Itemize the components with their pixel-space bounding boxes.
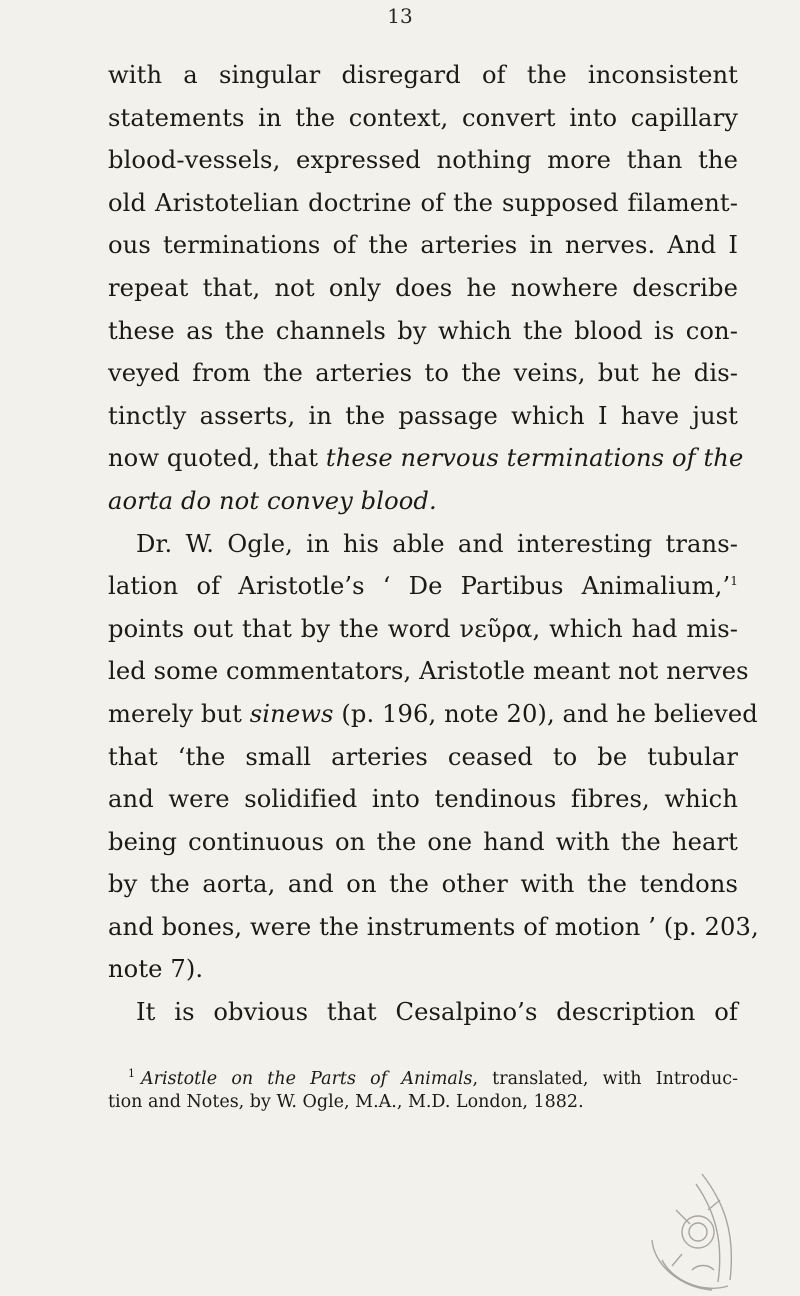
text-segment: and bones, were the instruments of motion ’ (p. 203, [108, 912, 759, 941]
text-segment: points out that by the word νεῦρα, which had mis- [108, 614, 738, 643]
text-line [108, 182, 738, 225]
footnote-segment: tion and Notes, by W. Ogle, M.A., M.D. London, 1882. [108, 1092, 584, 1112]
footnote-reference: 1 [730, 574, 738, 589]
text-line [108, 863, 738, 906]
text-segment: It is obvious that Cesalpino’s description of [136, 998, 738, 1027]
text-segment: tinctly asserts, in the passage which I have just [108, 401, 738, 430]
text-line [108, 310, 738, 353]
text-line [108, 437, 744, 480]
text-line [108, 650, 749, 693]
text-segment: being continuous on the one hand with the heart [108, 827, 738, 856]
text-segment: now quoted, that [108, 444, 326, 473]
text-segment: with a singular disregard of the inconsistent [108, 61, 738, 89]
library-stamp-icon [632, 1170, 742, 1296]
text-line [108, 395, 738, 438]
text-line [108, 267, 738, 310]
page-number: 13 [387, 4, 413, 28]
text-segment: sinews [249, 699, 334, 728]
text-segment: these as the channels by which the blood is con- [108, 316, 738, 345]
text-segment: and were solidified into tendinous fibres, which [108, 785, 738, 814]
footnote-segment: Aristotle on the Parts of Animals [141, 1069, 473, 1089]
text-segment: Dr. W. Ogle, in his able and interesting trans- [136, 529, 738, 558]
text-segment: veyed from the arteries to the veins, but he dis- [108, 359, 738, 388]
text-segment: repeat that, not only does he nowhere describe [108, 273, 738, 302]
text-segment: merely but [108, 699, 250, 728]
footnote-mark: 1 [128, 1067, 135, 1081]
text-segment: lation of Aristotle’s ‘ De Partibus Animalium,’ [108, 572, 731, 601]
text-segment: that ‘the small arteries ceased to be tubular [108, 742, 738, 771]
text-segment: blood-vessels, expressed nothing more than the [108, 146, 738, 175]
footnotes [108, 1068, 738, 1114]
text-segment: statements in the context, convert into capillary [108, 103, 738, 132]
text-line [108, 224, 738, 267]
text-line [108, 991, 738, 1034]
footnote-line [108, 1068, 738, 1091]
text-line [108, 736, 738, 779]
text-segment: aorta do not convey blood. [108, 486, 437, 515]
text-segment: (p. 196, note 20), and he believed [333, 699, 758, 728]
body-text [108, 54, 759, 1034]
text-line [108, 139, 738, 182]
text-segment: note 7). [108, 955, 204, 984]
text-segment: ous terminations of the arteries in nerves. And I [108, 231, 738, 260]
footnote-segment: , translated, with Introduc- [472, 1069, 738, 1089]
text-line [108, 821, 738, 864]
text-line [108, 565, 738, 608]
text-line [108, 948, 738, 991]
text-segment: old Aristotelian doctrine of the supposed filament- [108, 188, 738, 217]
text-segment: by the aorta, and on the other with the tendons [108, 870, 738, 899]
text-line [108, 523, 738, 566]
text-segment: these nervous terminations of the [325, 444, 744, 473]
text-line [108, 54, 738, 97]
text-segment: led some commentators, Aristotle meant not nerves [108, 657, 749, 686]
footnote-line [108, 1091, 738, 1114]
text-line [108, 480, 738, 523]
text-line [108, 906, 759, 949]
text-line [108, 778, 738, 821]
text-line [108, 352, 738, 395]
text-line [108, 693, 758, 736]
text-line [108, 97, 738, 140]
text-line [108, 608, 738, 651]
